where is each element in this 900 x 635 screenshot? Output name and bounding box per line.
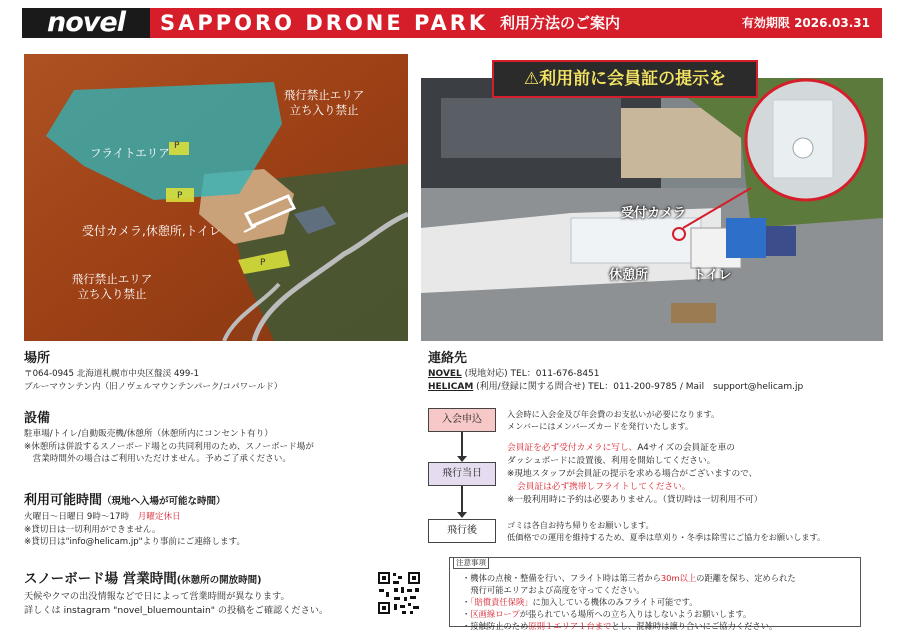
contact-helicam — [428, 381, 803, 394]
note-4c: が張られている場所への立ち入りはしないようお願いします。 — [519, 609, 752, 619]
note-4a: ・ — [462, 609, 471, 619]
step-after-desc — [507, 519, 825, 543]
instagram-qr-code[interactable] — [376, 570, 422, 616]
rest-area-label: 休憩所 — [609, 268, 649, 283]
hours-heading — [24, 492, 245, 511]
step-flight-day-desc — [507, 442, 762, 507]
note-3b: 「賠償責任保険」 — [470, 597, 533, 607]
note-3c: に加入している機体のみフライト可能です。 — [532, 597, 698, 607]
toilet-label: トイレ — [693, 268, 732, 283]
note-5c: とし、混雑時は譲り合いにご協力ください。 — [611, 621, 778, 631]
facilities-section — [24, 410, 314, 466]
parking-mark-2: P — [177, 191, 183, 201]
note-5 — [462, 620, 796, 632]
step-flight-day-line-1 — [507, 442, 762, 455]
note-1 — [462, 572, 796, 584]
note-1b: 30m以上 — [660, 573, 697, 583]
step-flight-day-red: 会員証を必ず受付カメラに写し、 — [507, 443, 638, 453]
step-signup: 入会申込 — [428, 408, 496, 432]
step-signup-line-1: 入会時に入会金及び年会費のお支払いが必要になります。 — [507, 409, 720, 419]
step-flight-day-rest: A4サイズの会員証を車の — [637, 443, 735, 453]
notes-box — [449, 557, 861, 631]
step-signup-desc — [507, 408, 719, 432]
snowboard-line-1: 天候やクマの出没情報などで日によって営業時間が異なります。 — [24, 591, 290, 602]
snowboard-section — [24, 570, 328, 618]
facility-photo — [421, 78, 883, 341]
note-2: 飛行可能エリアおよび高度を守ってください。 — [462, 585, 645, 595]
step-arrow-1 — [461, 432, 463, 458]
note-5b: 原則１エリア１台まで — [528, 621, 612, 631]
closed-day: 月曜定休日 — [137, 512, 181, 522]
note-3 — [462, 596, 796, 608]
note-1c: の距離を保ち、定められた — [696, 573, 796, 583]
camera-label: 受付カメラ — [621, 206, 687, 221]
facilities-heading: 設備 — [24, 411, 51, 426]
hours-heading-note: （現地へ入場が可能な時間） — [102, 496, 226, 507]
facilities-note-2: 営業時間外の場合はご利用いただけません。予めご了承ください。 — [24, 454, 291, 464]
note-4 — [462, 608, 796, 620]
location-venue: ブルーマウンテン内（旧ノヴェルマウンテンパーク/コパワールド） — [24, 381, 283, 392]
aerial-map — [24, 54, 408, 341]
flight-area-label: フライトエリア — [90, 146, 170, 160]
hours-heading-title: 利用可能時間 — [24, 493, 103, 508]
location-heading: 場所 — [24, 351, 51, 366]
no-fly-label-bottom — [52, 272, 172, 302]
no-fly-label-top — [264, 88, 384, 118]
step-arrow-2 — [461, 486, 463, 514]
hours-days-text: 火曜日～日曜日 9時～17時 — [24, 512, 130, 522]
hours-note-2: ※貸切日は"info@helicam.jp"より事前にご連絡します。 — [24, 537, 246, 547]
step-after-line-2: 低価格での運用を維持するため、夏季は草刈り・冬季は除雪にご協力をお願いします。 — [507, 532, 826, 542]
qr-code-icon — [376, 570, 422, 616]
step-flight-day-line-2: ダッシュボードに設置後、利用を開始してください。 — [507, 456, 716, 466]
no-fly-label-top-line1: 飛行禁止エリア — [283, 88, 365, 102]
novel-logo: novel — [22, 8, 150, 38]
note-1a: ・機体の点検・整備を行い、フライト時は第三者から — [462, 573, 661, 583]
hours-section — [24, 492, 245, 549]
no-fly-label-bottom-line2: 立ち入り禁止 — [77, 287, 147, 301]
step-signup-line-2: メンバーにはメンバーズカードを発行いたします。 — [507, 421, 694, 431]
validity-date: 有効期限 2026.03.31 — [741, 16, 870, 30]
contact-heading: 連絡先 — [428, 351, 468, 366]
parking-mark-3: P — [260, 258, 266, 268]
note-5a: ・接触防止のため — [462, 621, 529, 631]
step-flight-day-line-5: ※一般利用時に予約は必要ありません。（貸切時は一切利用不可） — [507, 495, 763, 505]
step-flight-day-line-3: ※現地スタッフが会員証の提示を求める場合がございますので、 — [507, 469, 758, 479]
guide-title: 利用方法のご案内 — [500, 14, 621, 32]
note-4b: 区画線ロープ — [470, 609, 520, 619]
hours-note-1: ※貸切日は一切利用ができません。 — [24, 524, 161, 535]
contact-section — [428, 350, 803, 393]
header-bar — [22, 8, 882, 38]
notes-list — [462, 572, 796, 632]
snowboard-heading-note: (休憩所の開放時間) — [176, 575, 262, 586]
park-name: SAPPORO DRONE PARK — [160, 11, 489, 35]
hours-days — [24, 511, 245, 524]
location-address: 〒064-0945 北海道札幌市中央区盤渓 499-1 — [24, 369, 199, 379]
facilities-list: 駐車場/トイレ/自動販売機/休憩所（休憩所内にコンセント有り） — [24, 429, 273, 439]
step-flight-day: 飛行当日 — [428, 462, 496, 486]
step-after-line-1: ゴミは各自お持ち帰りをお願いします。 — [507, 520, 654, 530]
parking-mark-1: P — [174, 141, 180, 151]
snowboard-line-2: 詳しくは instagram "novel_bluemountain" の投稿をご確認ください。 — [24, 605, 329, 616]
contact-novel — [428, 368, 803, 381]
no-fly-label-bottom-line1: 飛行禁止エリア — [71, 272, 153, 286]
facilities-note-1: ※休憩所は併設するスノーボード場との共同利用のため、スノーボード場が — [24, 441, 314, 452]
step-arrow-head-2 — [457, 512, 467, 518]
notes-title: 注意事項 — [453, 557, 489, 569]
note-3a: ・ — [462, 597, 471, 607]
novel-name: NOVEL — [428, 369, 462, 379]
step-after-flight: 飛行後 — [428, 519, 496, 543]
facilities-label: 受付カメラ,休憩所,トイレ — [82, 224, 222, 238]
no-fly-label-top-line2: 立ち入り禁止 — [289, 103, 359, 117]
helicam-name: HELICAM — [428, 381, 474, 392]
snowboard-heading-title: スノーボード場 営業時間 — [24, 571, 177, 587]
location-section — [24, 350, 282, 393]
helicam-tel-mail[interactable]: (利用/登録に関する問合せ) TEL：011-200-9785 / Mail support@helicam.jp — [473, 381, 804, 392]
step-flight-day-line-4: 会員証は必ず携帯しフライトしてください。 — [517, 482, 691, 492]
snowboard-heading — [24, 570, 328, 590]
membership-callout: ⚠利用前に会員証の提示を — [492, 60, 758, 98]
novel-tel[interactable]: (現地対応) TEL：011-676-8451 — [461, 369, 600, 379]
